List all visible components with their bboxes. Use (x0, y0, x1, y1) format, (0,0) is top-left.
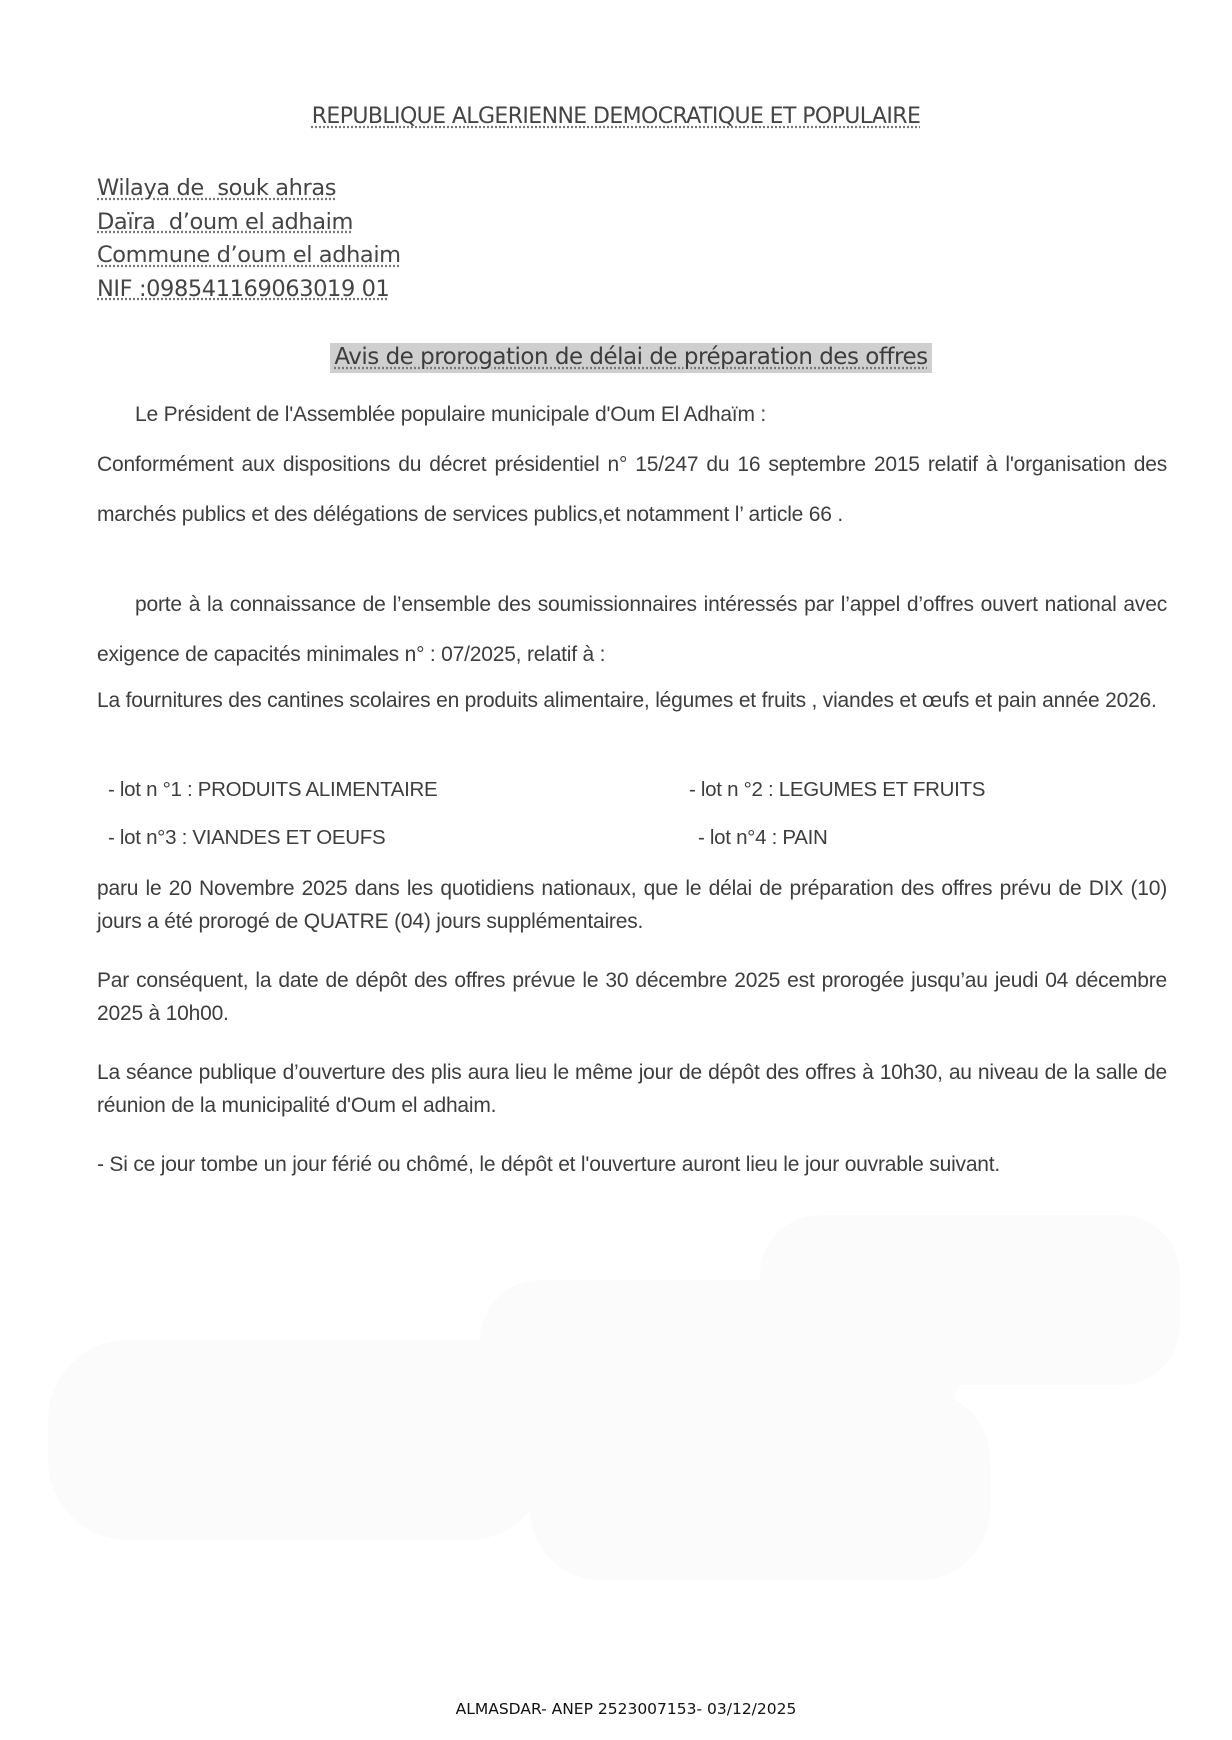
new-deadline-paragraph: Par conséquent, la date de dépôt des offres prévue le 30 décembre 2025 est prorogée jusqu’au jeudi 04 décembre 2025 à 10h00. (97, 969, 1167, 1025)
intro-paragraph: Le Président de l'Assemblée populaire municipale d'Oum El Adhaïm : (135, 403, 767, 426)
legal-basis-paragraph: Conformément aux dispositions du décret présidentiel n° 15/247 du 16 septembre 2015 relatif à l'organisation des marchés publics et des délégations de services publics,et notamment l’ article 66 . (97, 453, 1167, 526)
republic-header: REPUBLIQUE ALGERIENNE DEMOCRATIQUE ET POPULAIRE (311, 104, 921, 129)
lot-item: - lot n °1 : PRODUITS ALIMENTAIRE (108, 778, 438, 801)
notice-title: Avis de prorogation de délai de préparation des offres (330, 343, 931, 373)
notice-title-container (0, 343, 1232, 373)
wilaya-line: Wilaya de souk ahras (97, 175, 337, 201)
administration-block (97, 172, 401, 306)
announcement-paragraph: porte à la connaissance de l’ensemble des soumissionnaires intéressés par l’appel d’offres ouvert national avec exigence de capacités minimales n° : 07/2025, relatif à : (97, 593, 1167, 666)
lot-item: - lot n°3 : VIANDES ET OEUFS (108, 826, 386, 849)
lot-item: - lot n°4 : PAIN (698, 826, 828, 849)
scan-artifact (48, 1340, 548, 1540)
daira-line: Daïra d’oum el adhaim (97, 208, 353, 235)
scan-artifact (530, 1390, 990, 1580)
nif-line: NIF :098541169063019 01 (97, 275, 390, 302)
holiday-clause-paragraph: - Si ce jour tombe un jour férié ou chômé, le dépôt et l'ouverture auront lieu le jour ouvrable suivant. (97, 1153, 1001, 1176)
subject-paragraph: La fournitures des cantines scolaires en produits alimentaire, légumes et fruits , viandes et œufs et pain année 2026. (97, 689, 1157, 712)
opening-session-paragraph: La séance publique d’ouverture des plis aura lieu le même jour de dépôt des offres à 10h30, au niveau de la salle de réunion de la municipalité d'Oum el adhaim. (97, 1061, 1167, 1117)
lot-item: - lot n °2 : LEGUMES ET FRUITS (689, 778, 986, 801)
commune-line: Commune d’oum el adhaim (97, 242, 401, 268)
footer-reference: ALMASDAR- ANEP 2523007153- 03/12/2025 (455, 1700, 797, 1718)
publication-paragraph: paru le 20 Novembre 2025 dans les quotidiens nationaux, que le délai de préparation des offres prévu de DIX (10) jours a été prorogé de QUATRE (04) jours supplémentaires. (97, 877, 1167, 933)
